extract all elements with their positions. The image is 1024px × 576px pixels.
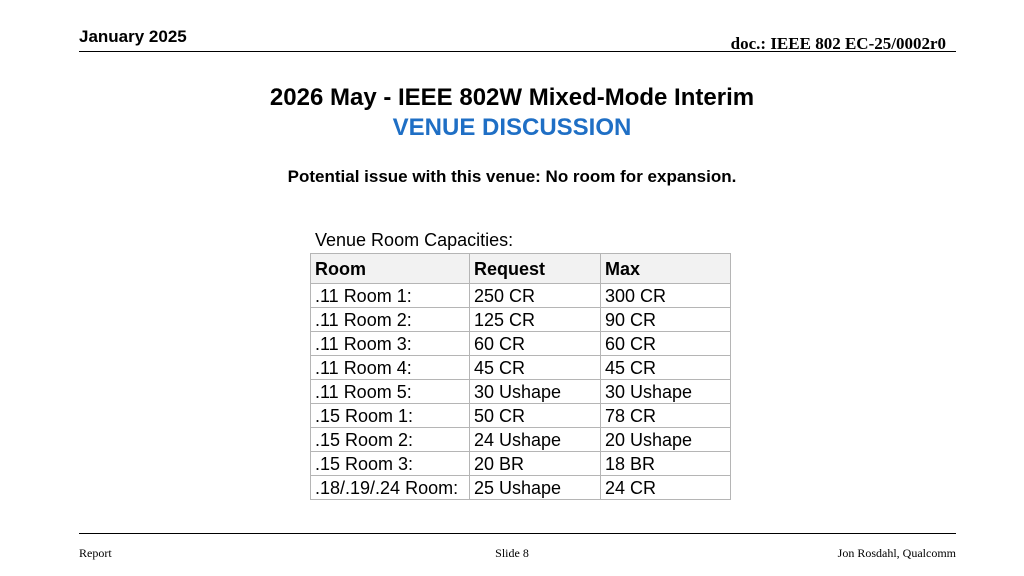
column-header-request: Request bbox=[470, 254, 601, 284]
request-cell: 60 CR bbox=[470, 332, 601, 356]
max-cell: 24 CR bbox=[601, 476, 731, 500]
request-cell: 250 CR bbox=[470, 284, 601, 308]
room-cell: .11 Room 2: bbox=[311, 308, 470, 332]
table-row bbox=[311, 284, 731, 308]
max-cell: 45 CR bbox=[601, 356, 731, 380]
table-row bbox=[311, 428, 731, 452]
max-cell: 90 CR bbox=[601, 308, 731, 332]
footer-divider bbox=[79, 533, 956, 534]
table-row bbox=[311, 404, 731, 428]
request-cell: 24 Ushape bbox=[470, 428, 601, 452]
column-header-room: Room bbox=[311, 254, 470, 284]
room-cell: .18/.19/.24 Room: bbox=[311, 476, 470, 500]
request-cell: 20 BR bbox=[470, 452, 601, 476]
footer-left: Report bbox=[79, 546, 112, 560]
table-header-row bbox=[311, 254, 731, 284]
max-cell: 60 CR bbox=[601, 332, 731, 356]
slide-subtitle: VENUE DISCUSSION bbox=[392, 114, 632, 141]
room-cell: .15 Room 2: bbox=[311, 428, 470, 452]
max-cell: 20 Ushape bbox=[601, 428, 731, 452]
max-cell: 78 CR bbox=[601, 404, 731, 428]
header-divider bbox=[79, 51, 956, 52]
max-cell: 18 BR bbox=[601, 452, 731, 476]
request-cell: 30 Ushape bbox=[470, 380, 601, 404]
column-header-max: Max bbox=[601, 254, 731, 284]
table-row bbox=[311, 452, 731, 476]
table-row bbox=[311, 476, 731, 500]
room-cell: .11 Room 4: bbox=[311, 356, 470, 380]
footer-author: Jon Rosdahl, Qualcomm bbox=[837, 546, 956, 560]
room-cell: .11 Room 5: bbox=[311, 380, 470, 404]
room-cell: .11 Room 1: bbox=[311, 284, 470, 308]
max-cell: 30 Ushape bbox=[601, 380, 731, 404]
venue-issue-text: Potential issue with this venue: No room for expansion. bbox=[287, 167, 737, 186]
table-row bbox=[311, 308, 731, 332]
room-cell: .15 Room 1: bbox=[311, 404, 470, 428]
header-date: January 2025 bbox=[79, 27, 187, 46]
table-row bbox=[311, 380, 731, 404]
header-doc-id: doc.: IEEE 802 EC-25/0002r0 bbox=[730, 34, 946, 53]
request-cell: 25 Ushape bbox=[470, 476, 601, 500]
room-cell: .15 Room 3: bbox=[311, 452, 470, 476]
slide-number: Slide 8 bbox=[495, 546, 529, 560]
room-capacities-table bbox=[310, 253, 731, 500]
request-cell: 125 CR bbox=[470, 308, 601, 332]
max-cell: 300 CR bbox=[601, 284, 731, 308]
table-row bbox=[311, 332, 731, 356]
request-cell: 50 CR bbox=[470, 404, 601, 428]
table-row bbox=[311, 356, 731, 380]
room-cell: .11 Room 3: bbox=[311, 332, 470, 356]
capacities-label: Venue Room Capacities: bbox=[315, 230, 514, 250]
request-cell: 45 CR bbox=[470, 356, 601, 380]
slide-title: 2026 May - IEEE 802W Mixed-Mode Interim bbox=[269, 84, 755, 111]
